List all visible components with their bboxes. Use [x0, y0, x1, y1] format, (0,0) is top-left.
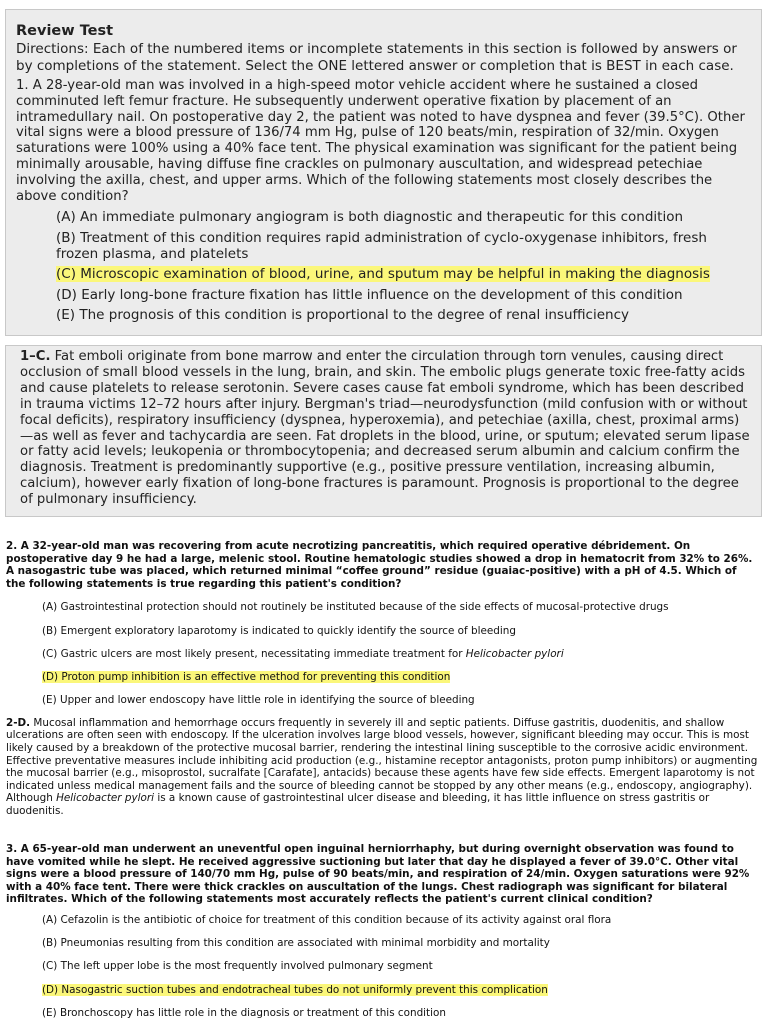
question-1-option-d[interactable]: (D) Early long-bone fracture fixation has little influence on the development of this condition: [56, 286, 683, 303]
question-1-option-e[interactable]: (E) The prognosis of this condition is proportional to the degree of renal insufficiency: [56, 307, 629, 324]
question-3-option-c[interactable]: (C) The left upper lobe is the most frequently involved pulmonary segment: [42, 960, 433, 973]
question-1-panel: [5, 9, 762, 336]
answer-1-explanation: [20, 349, 751, 508]
question-2-option-c-text: (C) Gastric ulcers are most likely present, necessitating immediate treatment for: [42, 647, 466, 660]
question-2-stem: 2. A 32-year-old man was recovering from acute necrotizing pancreatitis, which required operative débridement. On postoperative day 9 he had a large, melenic stool. Routine hematologic studies showed a drop in hematocrit from 32% to 26%. A nasogastric tube was placed, which returned minimal “coffee ground” residue (guaiac-positive) with a pH of 4.5. Which of the following statements is true regarding this patient's condition?: [6, 540, 753, 590]
answer-2-explanation: [6, 717, 758, 818]
answer-1-text: Fat emboli originate from bone marrow and enter the circulation through torn venules, causing direct occlusion of small blood vessels in the lung, brain, and skin. The embolic plugs generate toxic free-fatty acids and cause platelets to release serotonin. Severe cases cause fat emboli syndrome, which has been described in trauma victims 12–72 hours after injury. Bergman's triad—neurodysfunction (mild confusion with or without focal deficits), respiratory insufficiency (dyspnea, hyperoxemia), and petechiae (axilla, chest, proximal arms)—as well as fever and tachycardia are seen. Fat droplets in the blood, urine, or sputum; elevated serum lipase or fatty acid levels; leukopenia or thrombocytopenia; and decreased serum albumin and calcium confirm the diagnosis. Treatment is predominantly supportive (e.g., positive pressure ventilation, increasing albumin, calcium), however early fixation of long-bone fractures is paramount. Prognosis is proportional to the degree of pulmonary insufficiency.: [20, 349, 750, 508]
question-3-stem: 3. A 65-year-old man underwent an uneventful open inguinal herniorrhaphy, but during overnight observation was found to have vomited while he slept. He received aggressive suctioning but later that day he displayed a fever of 39.0°C. Other vital signs were a blood pressure of 140/70 mm Hg, pulse of 90 beats/min, and respiration of 24/min. Oxygen saturations were 92% with a 40% face tent. There were thick crackles on auscultation of the lungs. Chest radiograph was significant for bilateral infiltrates. Which of the following statements most accurately reflects the patient's current clinical condition?: [6, 843, 750, 906]
directions-text: Directions: Each of the numbered items or incomplete statements in this section is followed by answers or by completions of the statement. Select the ONE lettered answer or completion that is BEST in each case.: [16, 41, 737, 74]
answer-2-text-pre: Mucosal inflammation and hemorrhage occurs frequently in severely ill and septic patients. Diffuse gastritis, duodenitis, and shallow ulcerations are often seen with endoscopy. If the ulceration involves large blood vessels, however, significant bleeding may occur. This is most likely caused by a breakdown of the protective mucosal barrier, rendering the intestinal lining susceptible to the corrosive acidic environment. Effective preventative measures include inhibiting acid production (e.g., histamine receptor antagonists, proton pump inhibitors) or augmenting the mucosal barrier (e.g., misoprostol, sucralfate [Carafate], antacids) because these agents have few side effects. Emergent laparotomy is not indicated unless medical management fails and the source of bleeding cannot be stopped by any other means (e.g., endoscopy, angiography). Although: [6, 716, 758, 805]
question-2-option-c[interactable]: [42, 648, 758, 661]
answer-highlight: (C) Microscopic examination of blood, urine, and sputum may be helpful in making the diagnosis: [56, 266, 710, 283]
question-1-option-c[interactable]: [56, 266, 751, 282]
question-2-block: [6, 540, 758, 817]
answer-2-text-italic: Helicobacter pylori: [56, 792, 155, 805]
question-2-option-b[interactable]: (B) Emergent exploratory laparotomy is indicated to quickly identify the source of bleeding: [42, 624, 516, 637]
answer-2-text-post: is a known cause of gastrointestinal ulcer disease and bleeding, it has little influence on stress gastritis or duodenitis.: [6, 792, 710, 817]
question-2-option-a[interactable]: (A) Gastrointestinal protection should not routinely be instituted because of the side effects of mucosal-protective drugs: [42, 601, 669, 614]
review-test-title: Review Test: [16, 23, 114, 39]
question-3-option-a[interactable]: (A) Cefazolin is the antibiotic of choice for treatment of this condition because of its activity against oral flora: [42, 913, 612, 926]
question-3-block: [6, 843, 758, 1019]
answer-highlight: (D) Proton pump inhibition is an effective method for preventing this condition: [42, 670, 451, 683]
answer-highlight: (D) Nasogastric suction tubes and endotracheal tubes do not uniformly prevent this complication: [42, 983, 548, 996]
question-1-stem: 1. A 28-year-old man was involved in a high-speed motor vehicle accident where he sustained a closed comminuted left femur fracture. He subsequently underwent operative fixation by placement of an intramedullary nail. On postoperative day 2, the patient was noted to have dyspnea and fever (39.5°C). Other vital signs were a blood pressure of 136/74 mm Hg, pulse of 120 beats/min, respiration of 32/min. Oxygen saturations were 100% using a 40% face tent. The physical examination was significant for the patient being minimally arousable, having diffuse fine crackles on pulmonary auscultation, and widespread petechiae involving the axilla, chest, and upper arms. Which of the following statements most closely describes the above condition?: [16, 78, 745, 204]
answer-1-label: 1–C.: [20, 349, 51, 364]
answer-2-label: 2-D.: [6, 716, 31, 729]
question-1-option-a[interactable]: (A) An immediate pulmonary angiogram is both diagnostic and therapeutic for this condition: [56, 209, 684, 226]
question-3-option-b[interactable]: (B) Pneumonias resulting from this condition are associated with minimal morbidity and mortality: [42, 937, 550, 950]
question-3-option-d[interactable]: [42, 984, 758, 997]
answer-1-panel: [5, 345, 762, 517]
question-1-option-b[interactable]: (B) Treatment of this condition requires rapid administration of cyclo-oxygenase inhibitors, fresh frozen plasma, and platelets: [56, 229, 707, 262]
question-2-option-d[interactable]: [42, 671, 758, 684]
question-1-options: [56, 209, 751, 323]
question-2-option-e[interactable]: (E) Upper and lower endoscopy have little role in identifying the source of bleeding: [42, 694, 475, 707]
question-3-option-e[interactable]: (E) Bronchoscopy has little role in the diagnosis or treatment of this condition: [42, 1006, 446, 1019]
question-2-option-c-italic: Helicobacter pylori: [465, 647, 564, 660]
